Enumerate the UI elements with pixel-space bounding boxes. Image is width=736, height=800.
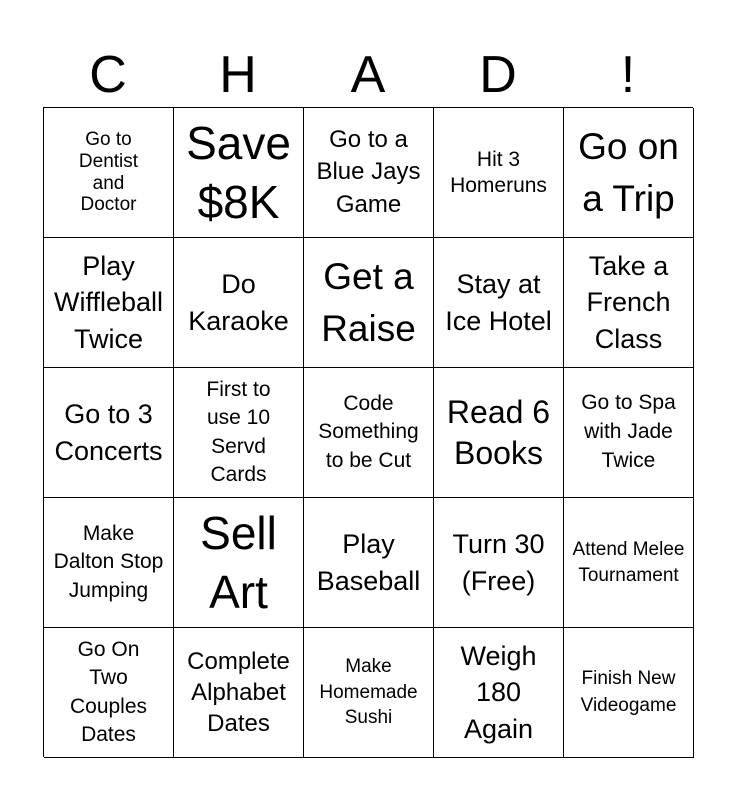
- bingo-cell[interactable]: [564, 108, 694, 238]
- header-letter-d: D: [479, 46, 517, 104]
- bingo-cell[interactable]: [564, 238, 694, 368]
- cell-text: Go to a Blue Jays Game: [316, 125, 421, 218]
- bingo-cell[interactable]: [304, 368, 434, 498]
- cell-text: Do Karaoke: [188, 269, 289, 336]
- bingo-cell[interactable]: [434, 368, 564, 498]
- bingo-cell[interactable]: [564, 368, 694, 498]
- bingo-cell[interactable]: [434, 628, 564, 758]
- cell-text: Read 6 Books: [446, 393, 551, 471]
- cell-text: Turn 30 (Free): [452, 529, 545, 596]
- cell-text: Code Something to be Cut: [318, 391, 419, 472]
- cell-text: Go to Spa with Jade Twice: [581, 391, 676, 472]
- bingo-cell[interactable]: [44, 238, 174, 368]
- bingo-cell[interactable]: [304, 238, 434, 368]
- cell-text: First to use 10 Servd Cards: [206, 377, 271, 486]
- cell-text: Weigh 180 Again: [460, 640, 537, 744]
- cell-text: Play Wiffleball Twice: [53, 250, 164, 354]
- cell-text: Finish New Videogame: [580, 668, 677, 716]
- cell-text: Hit 3 Homeruns: [450, 148, 547, 197]
- bingo-cell[interactable]: [564, 498, 694, 628]
- bingo-cell[interactable]: [434, 498, 564, 628]
- bingo-cell[interactable]: [174, 498, 304, 628]
- cell-text: Complete Alphabet Dates: [187, 647, 290, 738]
- cell-text: Get a Raise: [321, 255, 416, 349]
- bingo-cell[interactable]: [174, 368, 304, 498]
- cell-text: Make Homemade Sushi: [319, 656, 418, 729]
- bingo-cell[interactable]: [174, 628, 304, 758]
- cell-text: Stay at Ice Hotel: [445, 269, 552, 336]
- cell-text: Sell Art: [200, 506, 277, 618]
- cell-text: Make Dalton Stop Jumping: [53, 521, 164, 602]
- bingo-cell[interactable]: [304, 108, 434, 238]
- bingo-cell[interactable]: [44, 108, 174, 238]
- bingo-cell[interactable]: [434, 238, 564, 368]
- cell-text: Save $8K: [186, 116, 291, 228]
- bingo-cell[interactable]: [564, 628, 694, 758]
- cell-text: Take a French Class: [586, 250, 671, 354]
- cell-text: Go to Dentist and Doctor: [78, 128, 139, 216]
- bingo-board: [43, 107, 693, 757]
- bingo-cell[interactable]: [174, 108, 304, 238]
- header-letter-c: C: [89, 46, 127, 104]
- cell-text: Play Baseball: [316, 529, 421, 596]
- bingo-cell[interactable]: [304, 498, 434, 628]
- bingo-cell[interactable]: [44, 368, 174, 498]
- bingo-cell[interactable]: [44, 628, 174, 758]
- header-letter-exclamation: !: [620, 46, 636, 104]
- header-letter-h: H: [219, 46, 257, 104]
- bingo-header: [43, 42, 693, 108]
- bingo-cell[interactable]: [174, 238, 304, 368]
- cell-text: Go on a Trip: [578, 125, 679, 219]
- bingo-cell[interactable]: [434, 108, 564, 238]
- cell-text: Go to 3 Concerts: [54, 399, 163, 466]
- bingo-cell[interactable]: [44, 498, 174, 628]
- header-letter-a: A: [350, 46, 386, 104]
- cell-text: Attend Melee Tournament: [572, 538, 685, 586]
- cell-text: Go On Two Couples Dates: [69, 637, 148, 746]
- bingo-cell[interactable]: [304, 628, 434, 758]
